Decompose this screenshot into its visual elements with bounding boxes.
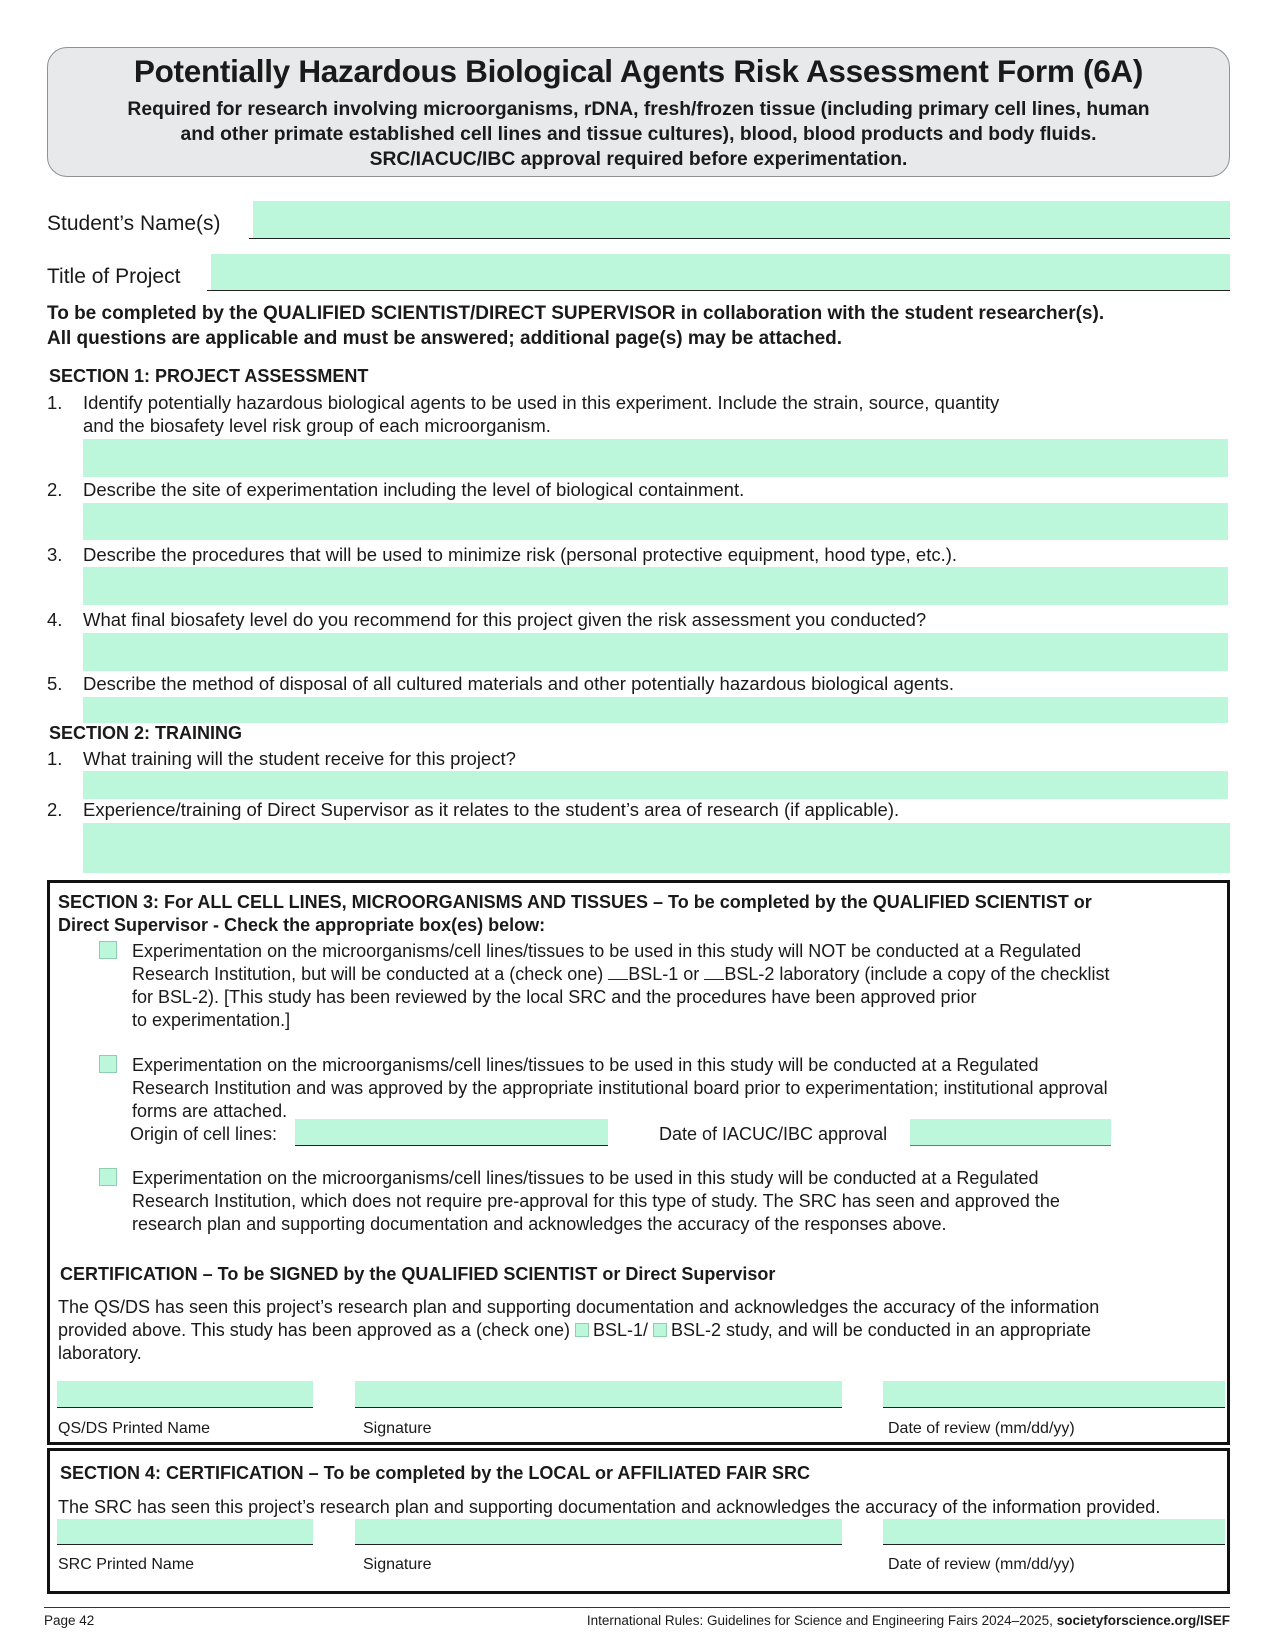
question-number: 5. xyxy=(47,673,63,694)
bsl2-label: BSL-2 laboratory (include a copy of the checklist xyxy=(724,964,1110,984)
question-number: 2. xyxy=(47,479,63,500)
option2-text: forms are attached. xyxy=(132,1101,288,1121)
option1-text-part: Research Institution, but will be conducted at a (check one) xyxy=(132,964,609,984)
origin-input[interactable] xyxy=(295,1119,608,1145)
certification-text: The QS/DS has seen this project’s research plan and supporting documentation and acknowledges the accuracy of the information xyxy=(58,1297,1100,1317)
header-subtitle-line: and other primate established cell lines and tissue cultures), blood, blood products and body fluids. xyxy=(180,124,1097,145)
section3-heading-line: SECTION 3: For ALL CELL LINES, MICROORGANISMS AND TISSUES – To be completed by the QUALIFIED SCIENTIST or xyxy=(58,892,1092,912)
cert-bsl1-label: BSL-1/ xyxy=(593,1320,654,1340)
src-review-date-input[interactable] xyxy=(883,1519,1225,1544)
form-title: Potentially Hazardous Biological Agents Risk Assessment Form (6A) xyxy=(133,53,1144,89)
option2-text: Research Institution and was approved by the appropriate institutional board prior to experimentation; institutional approval xyxy=(132,1078,1108,1098)
option1-text: Experimentation on the microorganisms/cell lines/tissues to be used in this study will NOT be conducted at a Regulated xyxy=(132,941,1082,961)
src-signature-input[interactable] xyxy=(355,1519,842,1544)
question-number: 3. xyxy=(47,544,63,565)
src-signature-caption: Signature xyxy=(363,1556,432,1573)
src-date-caption: Date of review (mm/dd/yy) xyxy=(888,1556,1075,1573)
footer-rule xyxy=(44,1607,1230,1608)
option3-text: Experimentation on the microorganisms/cell lines/tissues to be used in this study will be conducted at a Regulated xyxy=(132,1168,1039,1188)
question-text: Describe the method of disposal of all cultured materials and other potentially hazardous biological agents. xyxy=(83,673,955,694)
section2-q2-answer[interactable] xyxy=(83,823,1230,873)
qsds-signature-input[interactable] xyxy=(355,1381,842,1407)
question-text: Experience/training of Direct Supervisor as it relates to the student’s area of research (if applicable). xyxy=(83,799,900,820)
option1-text: to experimentation.] xyxy=(132,1010,291,1030)
origin-label: Origin of cell lines: xyxy=(130,1124,278,1144)
section1-q3-answer[interactable] xyxy=(83,567,1228,605)
qsds-date-caption: Date of review (mm/dd/yy) xyxy=(888,1420,1075,1437)
section1-q2-answer[interactable] xyxy=(83,503,1228,540)
question-number: 1. xyxy=(47,392,63,413)
student-name-label: Student’s Name(s) xyxy=(47,212,221,235)
option2-checkbox[interactable] xyxy=(99,1055,117,1073)
certification-text: laboratory. xyxy=(58,1343,142,1363)
option3-checkbox[interactable] xyxy=(99,1168,117,1186)
question-text: What final biosafety level do you recommend for this project given the risk assessment you conducted? xyxy=(83,609,927,630)
qsds-printed-name-input[interactable] xyxy=(57,1381,313,1407)
src-signature-underline xyxy=(355,1544,842,1545)
instructions-line: All questions are applicable and must be answered; additional page(s) may be attached. xyxy=(47,328,843,349)
option3-text: research plan and supporting documentation and acknowledges the accuracy of the responses above. xyxy=(132,1214,947,1234)
certification-text-part: provided above. This study has been approved as a (check one) xyxy=(58,1320,575,1340)
section4-heading: SECTION 4: CERTIFICATION – To be completed by the LOCAL or AFFILIATED FAIR SRC xyxy=(60,1463,811,1483)
question-text: and the biosafety level risk group of each microorganism. xyxy=(83,415,551,436)
approval-date-input[interactable] xyxy=(910,1119,1111,1145)
qsds-name-underline xyxy=(57,1407,313,1408)
origin-underline xyxy=(295,1145,608,1146)
bsl1-label: BSL-1 or xyxy=(628,964,705,984)
section1-q5-answer[interactable] xyxy=(83,697,1228,723)
question-text: Describe the procedures that will be used to minimize risk (personal protective equipment, hood type, etc.). xyxy=(83,544,958,565)
section1-q1-answer[interactable] xyxy=(83,439,1228,477)
question-text: Identify potentially hazardous biological agents to be used in this experiment. Include the strain, source, quantity xyxy=(83,392,1000,413)
question-number: 1. xyxy=(47,748,63,769)
section2-q1-answer[interactable] xyxy=(83,771,1228,799)
question-number: 4. xyxy=(47,609,63,630)
section4-text: The SRC has seen this project’s research plan and supporting documentation and acknowledges the accuracy of the information provided. xyxy=(58,1497,1161,1517)
option2-text: Experimentation on the microorganisms/cell lines/tissues to be used in this study will be conducted at a Regulated xyxy=(132,1055,1039,1075)
instructions-line: To be completed by the QUALIFIED SCIENTIST/DIRECT SUPERVISOR in collaboration with the student researcher(s). xyxy=(47,303,1105,324)
qsds-name-caption: QS/DS Printed Name xyxy=(58,1420,211,1437)
page-number: Page 42 xyxy=(44,1613,95,1628)
question-text: Describe the site of experimentation including the level of biological containment. xyxy=(83,479,745,500)
section3-heading-line: Direct Supervisor - Check the appropriate box(es) below: xyxy=(58,915,546,935)
footer-site-link[interactable]: societyforscience.org/ISEF xyxy=(1056,1613,1230,1628)
bsl2-blank[interactable] xyxy=(704,965,724,980)
project-title-underline xyxy=(207,290,1230,291)
bsl1-blank[interactable] xyxy=(608,965,628,980)
qsds-signature-underline xyxy=(355,1407,842,1408)
question-text: What training will the student receive for this project? xyxy=(83,748,516,769)
qsds-date-underline xyxy=(883,1407,1225,1408)
footer-text xyxy=(587,1613,1230,1628)
cert-bsl2-checkbox[interactable] xyxy=(653,1323,667,1337)
certification-text-line2 xyxy=(58,1320,1091,1341)
project-title-label: Title of Project xyxy=(47,265,181,288)
src-name-underline xyxy=(57,1544,313,1545)
cert-bsl1-checkbox[interactable] xyxy=(575,1323,589,1337)
certification-heading: CERTIFICATION – To be SIGNED by the QUALIFIED SCIENTIST or Direct Supervisor xyxy=(60,1264,776,1284)
project-title-input[interactable] xyxy=(211,254,1230,290)
header-subtitle-line: Required for research involving microorganisms, rDNA, fresh/frozen tissue (including primary cell lines, human xyxy=(127,99,1150,120)
approval-date-label: Date of IACUC/IBC approval xyxy=(659,1124,888,1144)
certification-text-part: BSL-2 study, and will be conducted in an appropriate xyxy=(671,1320,1091,1340)
option3-text: Research Institution, which does not require pre-approval for this type of study. The SRC has seen and approved the xyxy=(132,1191,1060,1211)
footer-rules-text: International Rules: Guidelines for Science and Engineering Fairs 2024–2025, xyxy=(586,1613,1057,1628)
option1-text: for BSL-2). [This study has been reviewed by the local SRC and the procedures have been approved prior xyxy=(132,987,977,1007)
section1-q4-answer[interactable] xyxy=(83,633,1228,671)
qsds-review-date-input[interactable] xyxy=(883,1381,1225,1407)
header-subtitle-line: SRC/IACUC/IBC approval required before experimentation. xyxy=(369,149,908,170)
option1-text-line2 xyxy=(132,964,1110,985)
qsds-signature-caption: Signature xyxy=(363,1420,432,1437)
option1-checkbox[interactable] xyxy=(99,941,117,959)
student-name-input[interactable] xyxy=(253,201,1230,238)
approval-date-underline xyxy=(910,1145,1111,1146)
src-date-underline xyxy=(883,1544,1225,1545)
question-number: 2. xyxy=(47,799,63,820)
section2-heading: SECTION 2: TRAINING xyxy=(49,723,243,743)
student-name-underline xyxy=(249,238,1230,239)
section1-heading: SECTION 1: PROJECT ASSESSMENT xyxy=(49,366,369,386)
src-printed-name-input[interactable] xyxy=(57,1519,313,1544)
src-name-caption: SRC Printed Name xyxy=(58,1556,195,1573)
